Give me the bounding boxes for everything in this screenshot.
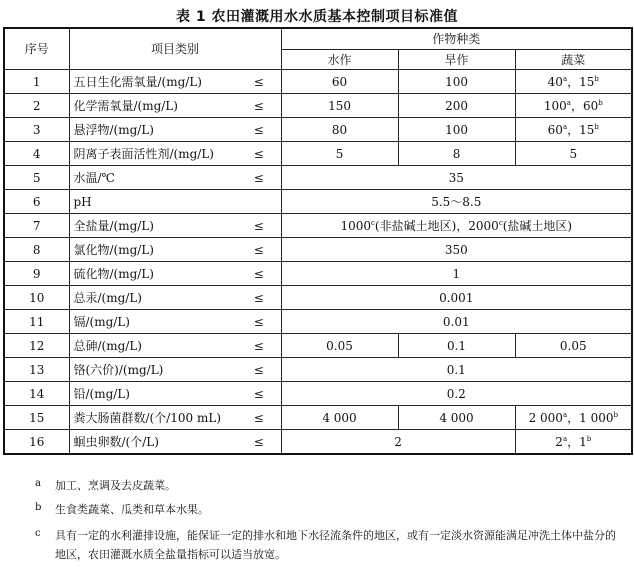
table-row [4, 214, 632, 238]
header-crop-dryland: 旱作 [398, 50, 515, 70]
value-paddy: 5 [281, 142, 398, 166]
le-symbol: ≤ [237, 430, 281, 455]
table-row [4, 190, 632, 214]
value-paddy: 60 [281, 70, 398, 94]
item-name: 化学需氧量/(mg/L) [69, 94, 237, 118]
item-name: 阴离子表面活性剂/(mg/L) [69, 142, 237, 166]
footnote-marker: c [35, 528, 41, 539]
table-row [4, 310, 632, 334]
header-seq: 序号 [4, 28, 69, 70]
le-symbol: ≤ [237, 118, 281, 142]
value-all-crops: 350 [281, 238, 632, 262]
footnote [3, 502, 631, 517]
value-all-crops: 1000$^c$(非盐碱土地区)，2000$^c$(盐碱土地区) [281, 214, 632, 238]
table-row [4, 142, 632, 166]
value-all-crops: 5.5～8.5 [281, 190, 632, 214]
table-row [4, 262, 632, 286]
value-vegetable: 40$^a$，15$^b$ [515, 70, 632, 94]
le-symbol: ≤ [237, 286, 281, 310]
row-number: 9 [4, 262, 69, 286]
le-symbol: ≤ [237, 358, 281, 382]
le-symbol: ≤ [237, 310, 281, 334]
row-number: 16 [4, 430, 69, 455]
table-row [4, 70, 632, 94]
value-paddy-dryland: 2 [281, 430, 515, 455]
header-crop-paddy: 水作 [281, 50, 398, 70]
le-symbol: ≤ [237, 334, 281, 358]
row-number: 10 [4, 286, 69, 310]
value-paddy: 0.05 [281, 334, 398, 358]
value-paddy: 80 [281, 118, 398, 142]
row-number: 13 [4, 358, 69, 382]
item-name: 粪大肠菌群数/(个/100 mL) [69, 406, 237, 430]
row-number: 5 [4, 166, 69, 190]
footnote-mark: c [498, 218, 503, 227]
footnote-mark: a [566, 98, 571, 107]
table-row [4, 238, 632, 262]
item-name: 悬浮物/(mg/L) [69, 118, 237, 142]
value-all-crops: 0.001 [281, 286, 632, 310]
footnote-text: 加工、烹调及去皮蔬菜。 [55, 479, 176, 492]
row-number: 4 [4, 142, 69, 166]
value-vegetable: 2 000$^a$，1 000$^b$ [515, 406, 632, 430]
item-name: 五日生化需氧量/(mg/L) [69, 70, 237, 94]
footnote-mark: a [562, 74, 568, 83]
item-name: 全盐量/(mg/L) [69, 214, 237, 238]
table-row [4, 94, 632, 118]
value-dryland: 100 [398, 118, 515, 142]
footnote-mark: a [562, 434, 568, 443]
item-name: 总汞/(mg/L) [69, 286, 237, 310]
row-number: 8 [4, 238, 69, 262]
value-dryland: 8 [398, 142, 515, 166]
value-vegetable: 100$^a$，60$^b$ [515, 94, 632, 118]
footnote-mark: b [594, 74, 599, 83]
footnote-mark: c [370, 218, 375, 227]
footnote-mark: b [594, 122, 599, 131]
value-vegetable: 60$^a$，15$^b$ [515, 118, 632, 142]
value-all-crops: 0.2 [281, 382, 632, 406]
row-number: 1 [4, 70, 69, 94]
value-dryland: 4 000 [398, 406, 515, 430]
footnote-marker: b [35, 502, 42, 513]
item-name: 硫化物/(mg/L) [69, 262, 237, 286]
table-row [4, 406, 632, 430]
row-number: 3 [4, 118, 69, 142]
item-name: pH [69, 190, 237, 214]
row-number: 7 [4, 214, 69, 238]
footnote-mark: b [586, 434, 592, 443]
footnote [3, 478, 631, 493]
table-row [4, 118, 632, 142]
footnote [3, 526, 631, 564]
le-symbol: ≤ [237, 238, 281, 262]
footnote-mark: b [598, 98, 603, 107]
value-dryland: 100 [398, 70, 515, 94]
header-category: 项目类别 [69, 28, 281, 70]
table-row [4, 358, 632, 382]
value-dryland: 200 [398, 94, 515, 118]
row-number: 2 [4, 94, 69, 118]
row-number: 6 [4, 190, 69, 214]
table-row [4, 430, 632, 455]
value-paddy: 150 [281, 94, 398, 118]
header-crop-vegetable: 蔬菜 [515, 50, 632, 70]
footnote-mark: b [613, 410, 618, 419]
value-all-crops: 35 [281, 166, 632, 190]
table-row [4, 334, 632, 358]
value-vegetable: 0.05 [515, 334, 632, 358]
row-number: 14 [4, 382, 69, 406]
table-row [4, 382, 632, 406]
footnote-mark: a [562, 410, 568, 419]
row-number: 15 [4, 406, 69, 430]
footnote-text: 生食类蔬菜、瓜类和草本水果。 [55, 503, 209, 516]
le-symbol: ≤ [237, 70, 281, 94]
table-body [4, 70, 632, 455]
table-row [4, 166, 632, 190]
value-paddy: 4 000 [281, 406, 398, 430]
le-symbol: ≤ [237, 214, 281, 238]
item-name: 镉/(mg/L) [69, 310, 237, 334]
table-title: 表 1 农田灌溉用水水质基本控制项目标准值 [176, 9, 458, 25]
header-crop-group: 作物种类 [281, 28, 632, 50]
le-symbol: ≤ [237, 94, 281, 118]
table-row [4, 286, 632, 310]
item-name: 蛔虫卵数/(个/L) [69, 430, 237, 455]
le-symbol: ≤ [237, 166, 281, 190]
le-symbol: ≤ [237, 382, 281, 406]
footnotes [3, 478, 631, 573]
value-vegetable: 2$^a$，1$^b$ [515, 430, 632, 455]
value-all-crops: 0.01 [281, 310, 632, 334]
footnote-mark: a [562, 122, 568, 131]
footnote-text: 具有一定的水利灌排设施，能保证一定的排水和地下水径流条件的地区，或有一定淡水资源能满足冲洗土体中盐分的地区，农田灌溉水质全盐量指标可以适当放宽。 [55, 529, 616, 561]
value-all-crops: 1 [281, 262, 632, 286]
item-name: 氯化物/(mg/L) [69, 238, 237, 262]
le-symbol: ≤ [237, 142, 281, 166]
le-symbol: ≤ [237, 262, 281, 286]
le-symbol [237, 190, 281, 214]
value-vegetable: 5 [515, 142, 632, 166]
value-all-crops: 0.1 [281, 358, 632, 382]
item-name: 铬(六价)/(mg/L) [69, 358, 237, 382]
row-number: 12 [4, 334, 69, 358]
item-name: 总砷/(mg/L) [69, 334, 237, 358]
item-name: 铅/(mg/L) [69, 382, 237, 406]
water-quality-table [3, 27, 633, 455]
le-symbol: ≤ [237, 406, 281, 430]
value-dryland: 0.1 [398, 334, 515, 358]
item-name: 水温/℃ [69, 166, 237, 190]
row-number: 11 [4, 310, 69, 334]
footnote-marker: a [35, 478, 41, 489]
